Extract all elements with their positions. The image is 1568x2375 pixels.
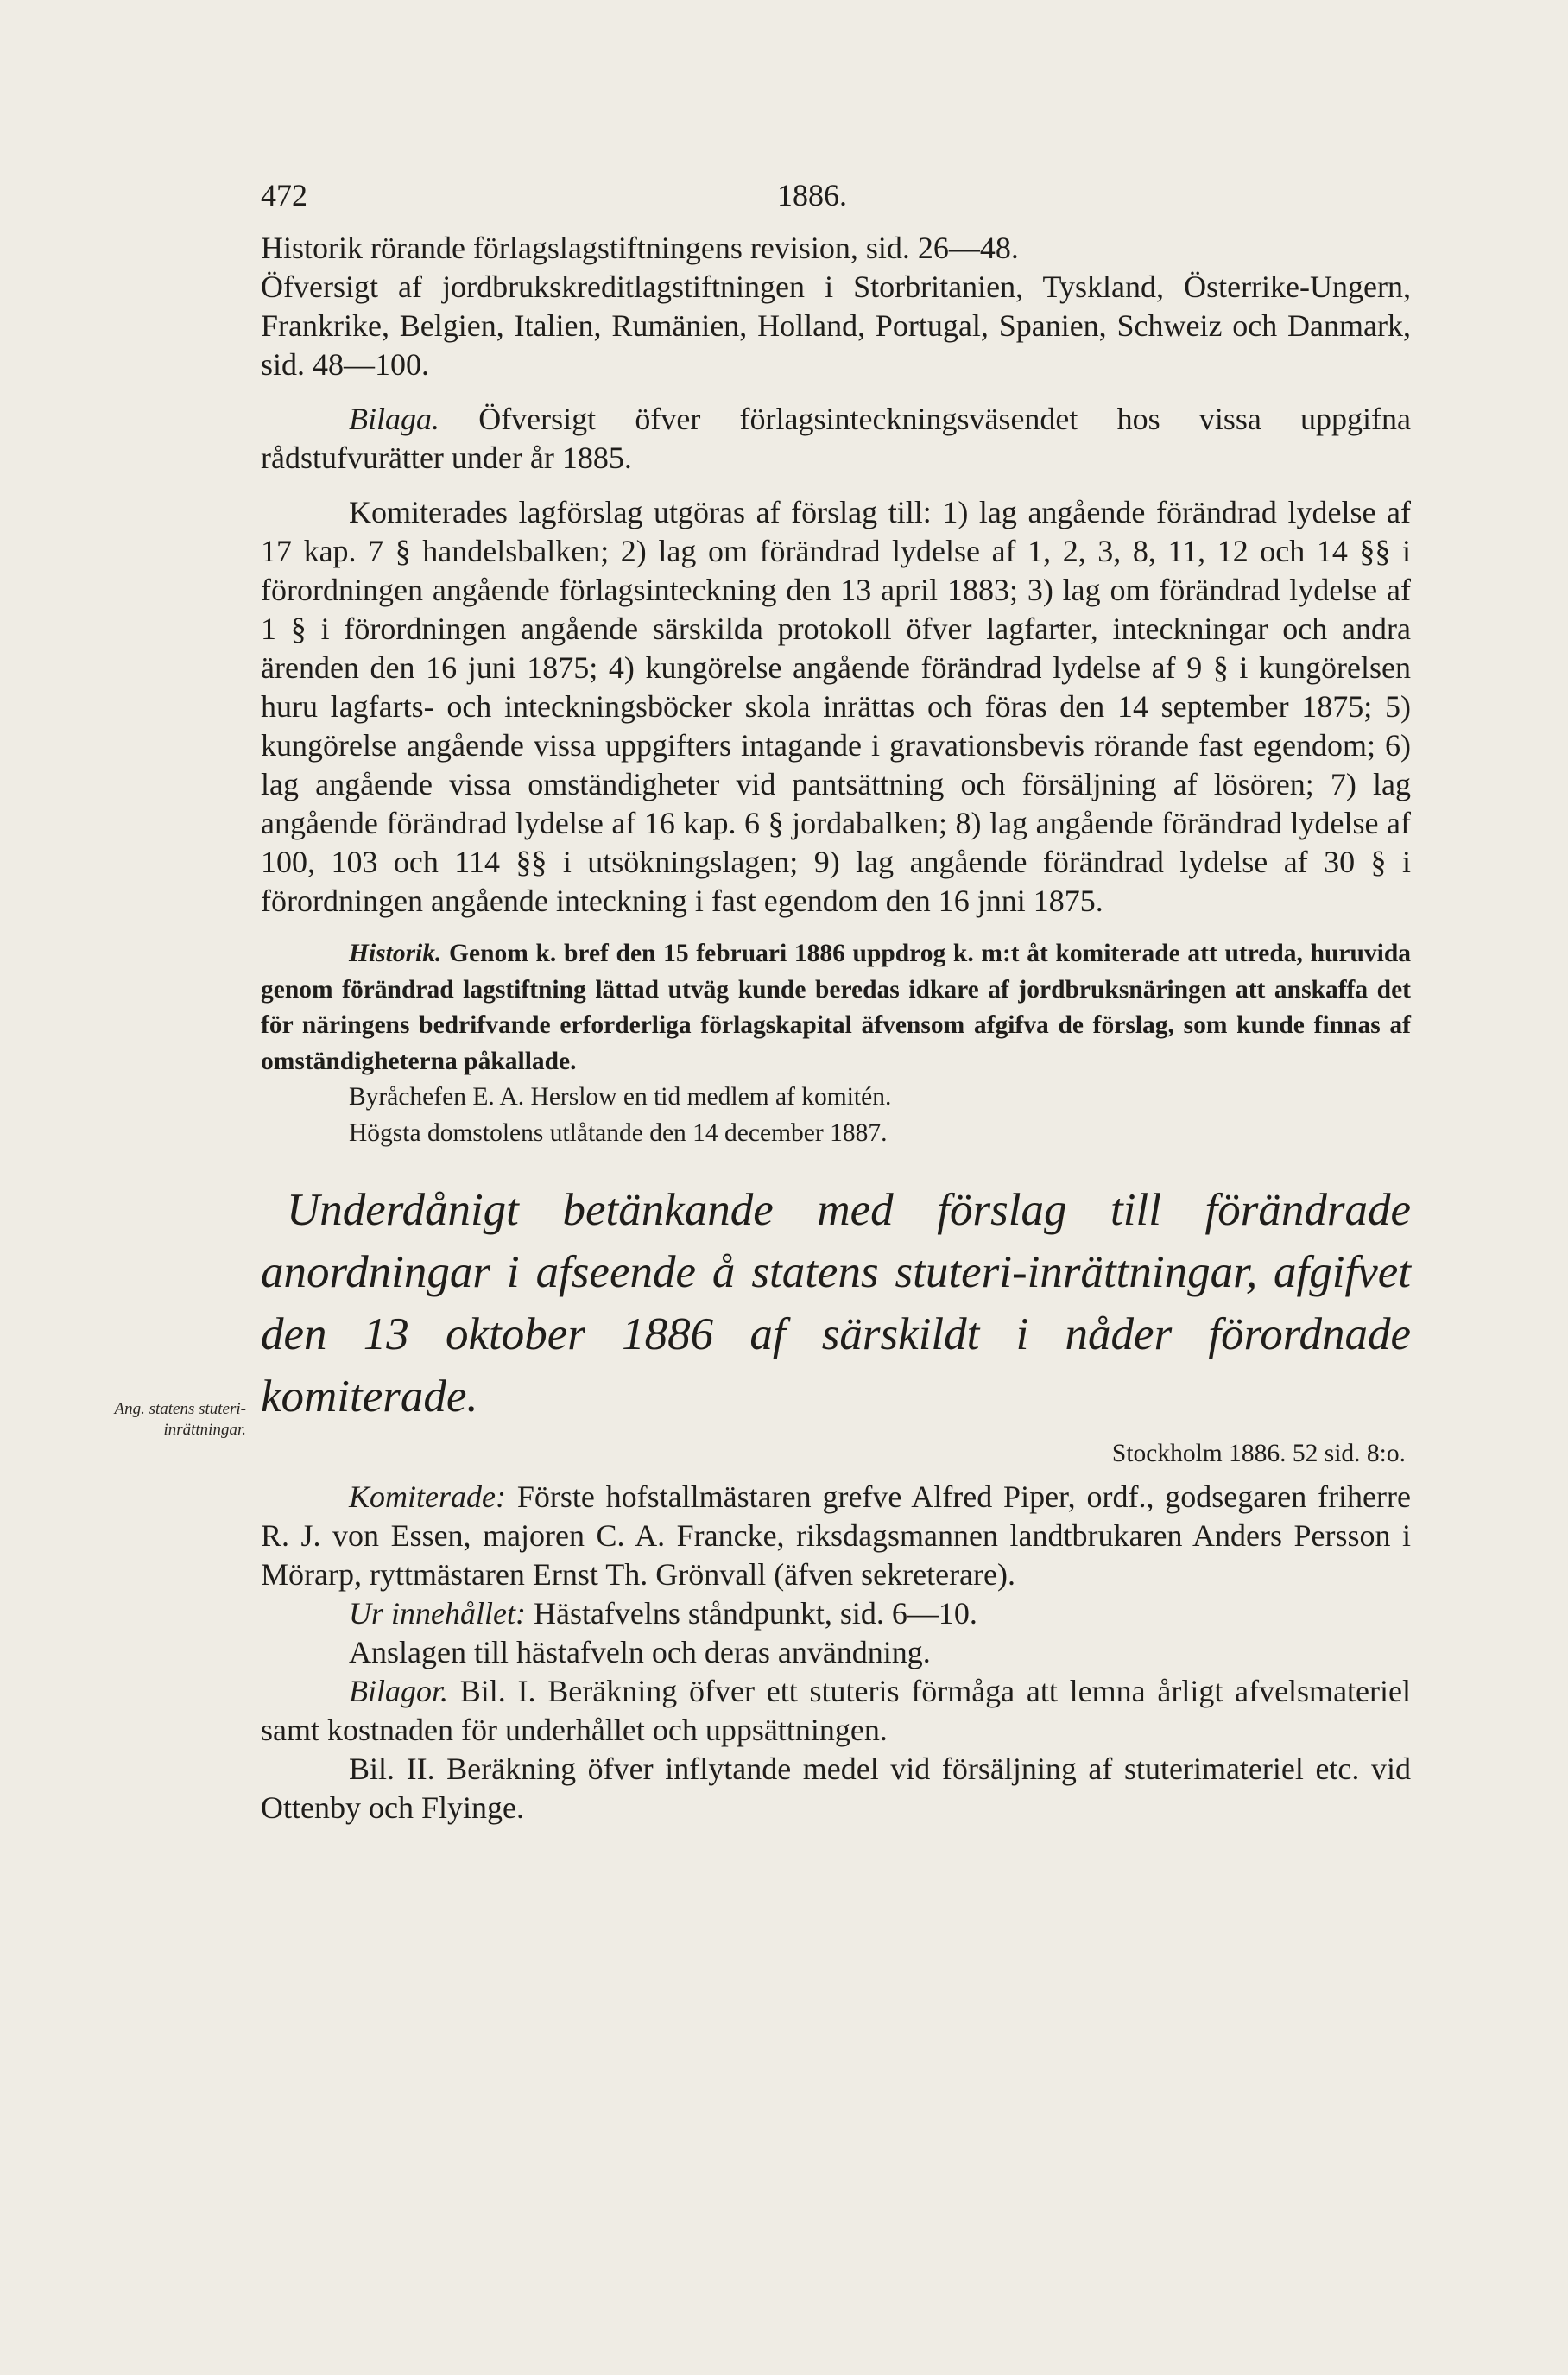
byrachef-line: Byråchefen E. A. Herslow en tid medlem af komitén.: [349, 1083, 892, 1111]
bilaga-label: Bilaga.: [349, 402, 439, 436]
contents-line-historik: Historik rörande förlagslagstiftningens revision, sid. 26—48.: [261, 231, 1019, 265]
entry-title: Underdånigt betänkande med förslag till förändrade anordningar i afseende å statens stuteri-inrättningar, afgifvet den 13 oktober 1886 af särskildt i nåder förordnade komiterade.: [261, 1185, 1411, 1422]
historik-label: Historik.: [349, 940, 442, 967]
historik-text: Genom k. bref den 15 februari 1886 uppdrog k. m:t åt komiterade att utreda, huruvida genom förändrad lagstiftning lättad utväg kunde beredas idkare af jordbruksnäringen att anskaffa det för näringens bedrifvande erforderliga förlagskapital äfvensom afgifva de förslag, som kunde finnas af omständigheterna påkallade.: [261, 940, 1411, 1075]
imprint-line: Stockholm 1886. 52 sid. 8:o.: [1111, 1440, 1406, 1467]
bil2-paragraph: Bil. II. Beräkning öfver inflytande medel vid försäljning af stuterimateriel etc. vid Ottenby och Flyinge.: [261, 1751, 1411, 1825]
contents-line-overview: Öfversigt af jordbrukskreditlagstiftningen i Storbritanien, Tyskland, Österrike-Ungern, Frankrike, Belgien, Italien, Rumänien, Holland, Portugal, Spanien, Schweiz och Danmark, sid. 48—100.: [261, 269, 1411, 382]
bilagor-text: Bil. I. Beräkning öfver ett stuteris förmåga att lemna årligt afvelsmateriel samt kostnaden för underhållet och uppsättningen.: [261, 1674, 1411, 1747]
historik-paragraph: [261, 936, 1411, 1080]
page-header: [261, 177, 1409, 220]
komiterade-text: Förste hofstallmästaren grefve Alfred Piper, ordf., godsegaren friherre R. J. von Essen, majoren C. A. Francke, riksdagsmannen landtbrukaren Anders Persson i Mörarp, ryttmästaren Ernst Th. Grönvall (äfven sekreterare).: [261, 1479, 1411, 1592]
anslagen-line: Anslagen till hästafveln och deras användning.: [349, 1635, 931, 1669]
page-number: 472: [261, 178, 307, 212]
innehallet-text: Hästafvelns ståndpunkt, sid. 6—10.: [525, 1596, 977, 1631]
bilaga-text: Öfversigt öfver förlagsinteckningsväsendet hos vissa uppgifna rådstufvurätter under år 1885.: [261, 402, 1411, 475]
running-head-year: 1886.: [777, 178, 847, 212]
bilaga-paragraph: [261, 400, 1411, 478]
innehallet-label: Ur innehållet:: [349, 1596, 526, 1631]
komiterade-paragraph: [261, 1478, 1411, 1594]
body-text: [261, 229, 1411, 1827]
innehallet-paragraph: [261, 1594, 1411, 1633]
komiterade-label: Komiterade:: [349, 1479, 506, 1514]
proposals-paragraph: Komiterades lagförslag utgöras af förslag till: 1) lag angående förändrad lydelse af 17 kap. 7 § handelsbalken; 2) lag om förändrad lydelse af 1, 2, 3, 8, 11, 12 och 14 §§ i förordningen angående förlagsinteckning den 13 april 1883; 3) lag om förändrad lydelse af 1 § i förordningen angående särskilda protokoll öfver lagfarter, inteckningar och andra ärenden den 16 juni 1875; 4) kungörelse angående förändrad lydelse af 9 § i kungörelsen huru lagfarts- och inteckningsböcker skola inrättas och föras den 14 september 1875; 5) kungörelse angående vissa uppgifters intagande i gravationsbevis rörande fast egendom; 6) lag angående vissa omständigheter vid pantsättning och försäljning af lösören; 7) lag angående förändrad lydelse af 16 kap. 6 § jordabalken; 8) lag angående förändrad lydelse af 100, 103 och 114 §§ i utsökningslagen; 9) lag angående förändrad lydelse af 30 § i förordningen angående inteckning i fast egendom den 16 jnni 1875.: [261, 495, 1411, 918]
hogsta-line: Högsta domstolens utlåtande den 14 december 1887.: [349, 1118, 888, 1147]
margin-note: Ang. statens stuteri-inrättningar.: [114, 1400, 246, 1439]
bilagor-label: Bilagor.: [349, 1674, 449, 1708]
bilagor-paragraph: [261, 1672, 1411, 1750]
